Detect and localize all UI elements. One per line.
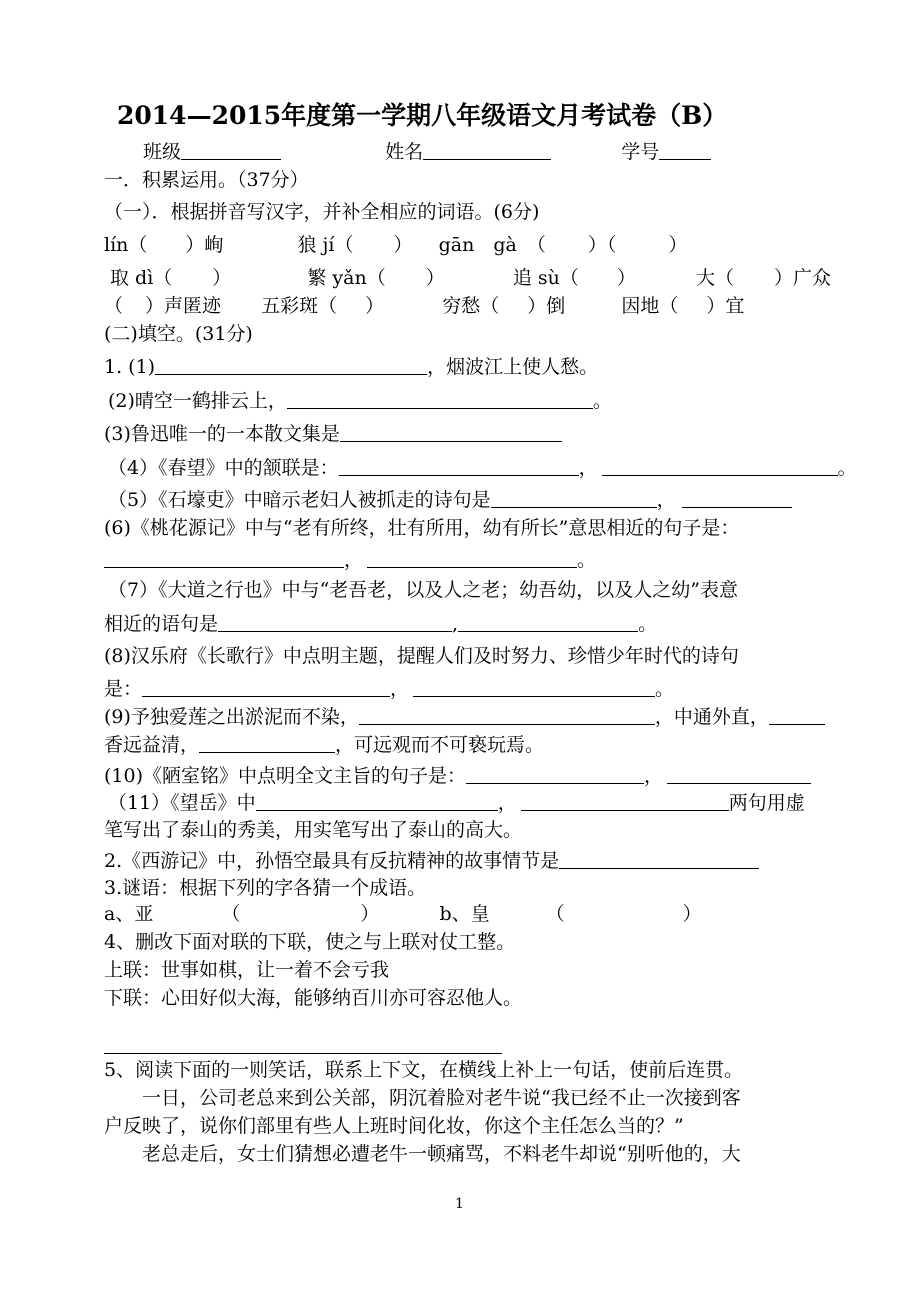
idiom-item: 因地（ xyxy=(621,295,679,317)
idiom-item-end: ）宜 xyxy=(706,295,745,317)
idiom-item: 穷愁（ xyxy=(442,295,500,317)
question-1-2 xyxy=(108,389,612,413)
question-1-7: （7）《大道之行也》中与“老吾老，以及人之老；幼吾幼，以及人之幼”表意 xyxy=(108,579,739,601)
pinyin-item: 取 dì（ xyxy=(110,267,173,289)
answer-blank[interactable] xyxy=(682,489,792,508)
riddle-row xyxy=(104,902,702,926)
pinyin-item: 繁 yǎn（ xyxy=(307,267,386,289)
idiom-item-end: ） xyxy=(365,295,385,317)
question-text: ， xyxy=(344,549,364,571)
pinyin-item-end: ）峋 xyxy=(185,234,224,256)
answer-blank[interactable] xyxy=(218,613,452,632)
answer-blank[interactable] xyxy=(667,765,811,784)
question-1-11 xyxy=(108,791,805,815)
pinyin-item-end: ） xyxy=(212,267,232,289)
pinyin-row-1 xyxy=(104,233,687,257)
name-label: 姓名 xyxy=(385,141,424,163)
answer-blank[interactable] xyxy=(521,792,729,811)
question-1-1 xyxy=(104,355,598,379)
question-text: （5）《石壕吏》中暗示老妇人被抓走的诗句是 xyxy=(108,489,491,511)
pinyin-row-2 xyxy=(110,266,831,290)
question-text: 是： xyxy=(104,678,143,700)
question-text: (3)鲁迅唯一的一本散文集是 xyxy=(104,423,340,445)
idiom-item-end: ）声匿迹 xyxy=(145,295,222,317)
paren: ） xyxy=(682,903,702,925)
question-text: ， xyxy=(656,489,676,511)
answer-blank[interactable] xyxy=(104,1035,502,1054)
question-text: 。 xyxy=(592,390,612,412)
question-text: ，烟波江上使人愁。 xyxy=(427,356,599,378)
couplet-upper: 上联：世事如棋，让一着不会亏我 xyxy=(104,959,390,981)
answer-blank[interactable] xyxy=(458,613,638,632)
question-text: , xyxy=(452,613,459,635)
question-text: 。 xyxy=(638,613,658,635)
question-text: ， xyxy=(390,678,410,700)
question-text: (2)晴空一鹤排云上， xyxy=(108,390,287,412)
question-text: 。 xyxy=(655,678,675,700)
pinyin-item-end: ）广众 xyxy=(774,267,832,289)
pinyin-item-end: ） xyxy=(393,234,413,256)
page-title: 2014—2015年度第一学期八年级语文月考试卷（B） xyxy=(117,101,728,130)
answer-blank[interactable] xyxy=(155,356,427,375)
idiom-item: （ xyxy=(104,295,124,317)
part2-heading: (二)填空。(31分) xyxy=(104,323,253,345)
idiom-row xyxy=(104,294,744,318)
question-1-9 xyxy=(104,705,825,729)
question-1-5 xyxy=(108,488,792,512)
question-1-11-line2: 笔写出了泰山的秀美，用实笔写出了泰山的高大。 xyxy=(104,819,523,841)
answer-blank[interactable] xyxy=(142,678,390,697)
page-number: 1 xyxy=(455,1196,464,1212)
question-text: (10)《陋室铭》中点明全文主旨的句子是： xyxy=(104,765,467,787)
passage-line: 老总走后，女士们猜想必遭老牛一顿痛骂，不料老牛却说“别听他的，大 xyxy=(142,1143,741,1165)
pinyin-item: lín（ xyxy=(104,234,148,256)
paren: （ xyxy=(545,903,565,925)
answer-blank[interactable] xyxy=(602,457,838,476)
paren: ） xyxy=(668,234,688,256)
idiom-item-end: ）倒 xyxy=(527,295,566,317)
part1-heading: （一）．根据拼音写汉字，并补全相应的词语。(6分) xyxy=(104,201,540,223)
couplet-answer-line xyxy=(104,1034,502,1058)
answer-blank[interactable] xyxy=(367,549,577,568)
pinyin-item: gān gà xyxy=(438,234,517,256)
question-text: 两句用虚 xyxy=(728,792,805,814)
question-1-4 xyxy=(108,456,857,480)
pinyin-item-end: ） xyxy=(616,267,636,289)
student-info-row xyxy=(143,140,711,164)
answer-blank[interactable] xyxy=(340,423,562,442)
question-2 xyxy=(104,849,759,873)
question-text: 香远益清， xyxy=(104,734,200,756)
question-1-7-answers xyxy=(104,612,657,636)
passage-line: 户反映了，说你们部里有些人上班时间化妆，你这个主任怎么当的？” xyxy=(104,1115,684,1137)
answer-blank[interactable] xyxy=(413,678,655,697)
answer-blank[interactable] xyxy=(466,765,644,784)
class-blank[interactable] xyxy=(181,141,281,160)
question-text: ， xyxy=(578,457,598,479)
pinyin-item-end: ） xyxy=(425,267,445,289)
question-4: 4、删改下面对联的下联，使之与上联对仗工整。 xyxy=(104,931,516,953)
question-text: 1. (1) xyxy=(104,356,156,378)
answer-blank[interactable] xyxy=(287,390,593,409)
question-text: ， xyxy=(644,765,664,787)
student-id-label: 学号 xyxy=(621,141,660,163)
question-1-10 xyxy=(104,764,811,788)
passage-line: 一日，公司老总来到公关部，阴沉着脸对老牛说“我已经不止一次接到客 xyxy=(142,1087,741,1109)
question-1-8-answers xyxy=(104,677,674,701)
answer-blank[interactable] xyxy=(769,706,825,725)
paren: ） xyxy=(360,903,380,925)
student-id-blank[interactable] xyxy=(659,141,711,160)
idiom-item: 五彩斑（ xyxy=(261,295,338,317)
answer-blank[interactable] xyxy=(104,549,344,568)
pinyin-item: 追 sù（ xyxy=(512,267,579,289)
question-1-6-answers xyxy=(104,548,596,572)
question-text: ，中通外直， xyxy=(654,706,769,728)
paren: （ xyxy=(526,234,546,256)
question-text: 。 xyxy=(837,457,857,479)
question-1-3 xyxy=(104,422,562,446)
question-1-8: (8)汉乐府《长歌行》中点明主题，提醒人们及时努力、珍惜少年时代的诗句 xyxy=(104,645,739,667)
question-text: 2.《西游记》中，孙悟空最具有反抗精神的故事情节是 xyxy=(104,850,560,872)
answer-blank[interactable] xyxy=(559,850,759,869)
answer-blank[interactable] xyxy=(491,489,657,508)
couplet-lower: 下联：心田好似大海，能够纳百川亦可容忍他人。 xyxy=(104,987,523,1009)
question-text: ， xyxy=(497,792,517,814)
section-heading: 一．积累运用。（37分） xyxy=(104,169,309,191)
pinyin-item: 大（ xyxy=(695,267,734,289)
pinyin-item: 狼 jí（ xyxy=(297,234,354,256)
question-1-6: (6)《桃花源记》中与“老有所终，壮有所用，幼有所长”意思相近的句子是： xyxy=(104,517,740,539)
answer-blank[interactable] xyxy=(359,706,655,725)
question-3: 3.谜语：根据下列的字各猜一个成语。 xyxy=(104,877,427,899)
question-text: （4）《春望》中的颔联是： xyxy=(108,457,339,479)
answer-blank[interactable] xyxy=(339,457,579,476)
class-label: 班级 xyxy=(143,141,182,163)
question-text: 。 xyxy=(577,549,597,571)
question-text: 相近的语句是 xyxy=(104,613,219,635)
answer-blank[interactable] xyxy=(199,734,335,753)
question-text: (9)予独爱莲之出淤泥而不染， xyxy=(104,706,359,728)
question-5: 5、阅读下面的一则笑话，联系上下文，在横线上补上一句话，使前后连贯。 xyxy=(104,1059,744,1081)
paren: （ xyxy=(221,903,241,925)
paren: ）（ xyxy=(587,234,617,256)
riddle-item: b、皇 xyxy=(439,903,490,925)
question-text: ，可远观而不可亵玩焉。 xyxy=(335,734,545,756)
riddle-item: a、亚 xyxy=(104,903,154,925)
question-1-9-line2 xyxy=(104,733,544,757)
question-text: （11）《望岳》中 xyxy=(108,792,256,814)
name-blank[interactable] xyxy=(423,141,551,160)
answer-blank[interactable] xyxy=(256,792,498,811)
